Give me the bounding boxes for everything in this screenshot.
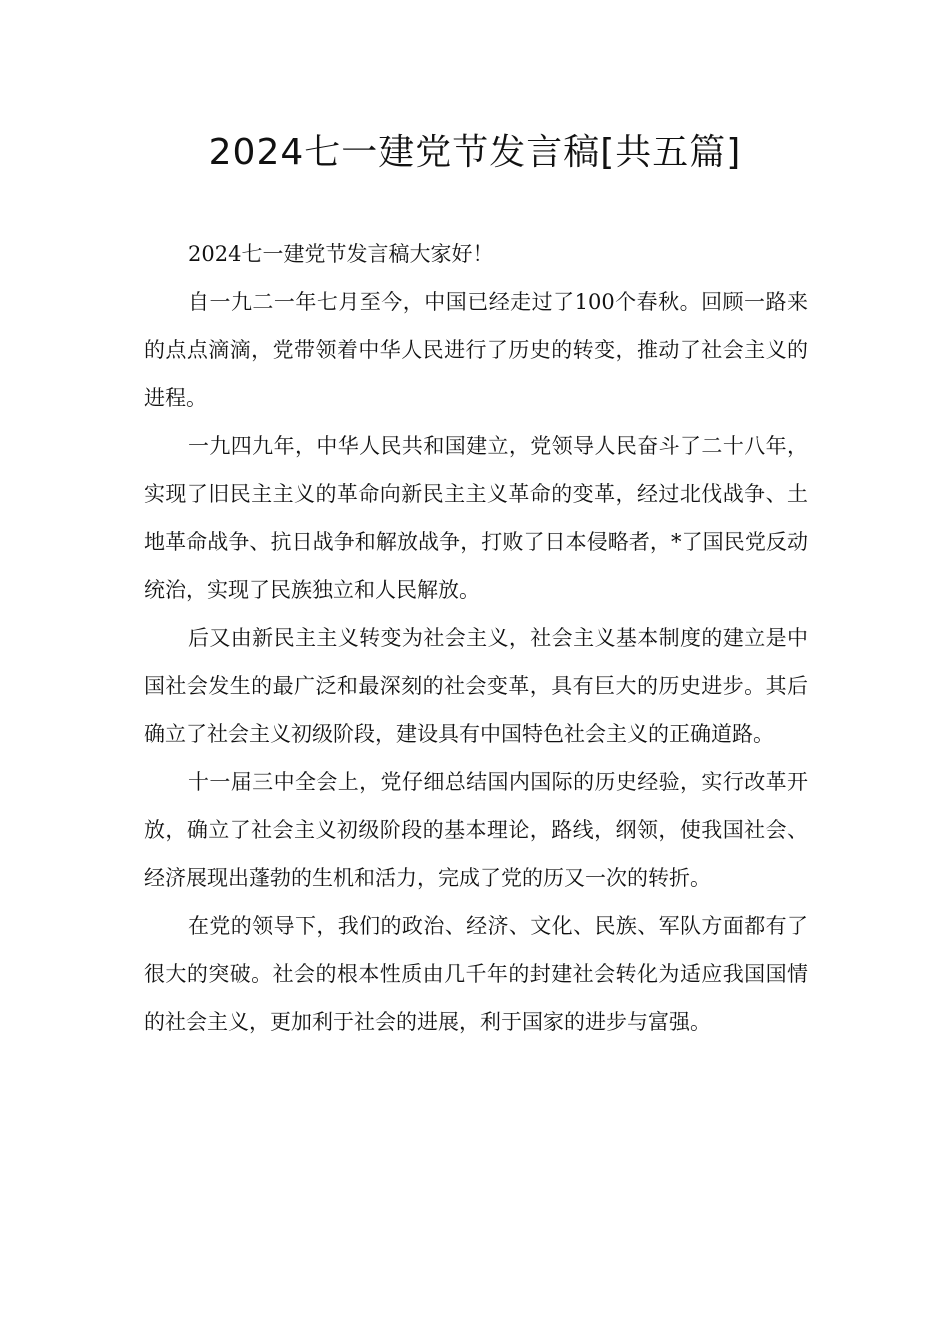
paragraph-2: 一九四九年，中华人民共和国建立，党领导人民奋斗了二十八年，实现了旧民主主义的革命向新民主主义革命的变革，经过北伐战争、土地革命战争、抗日战争和解放战争，打败了日本侵略者，*了国民党反动统治，实现了民族独立和人民解放。 <box>144 434 808 602</box>
paragraph-1: 自一九二一年七月至今，中国已经走过了100个春秋。回顾一路来的点点滴滴，党带领着中华人民进行了历史的转变，推动了社会主义的进程。 <box>144 290 808 410</box>
document-title: 2024七一建党节发言稿[共五篇] <box>208 132 742 173</box>
paragraph-4: 十一届三中全会上，党仔细总结国内国际的历史经验，实行改革开放，确立了社会主义初级阶段的基本理论，路线，纲领，使我国社会、经济展现出蓬勃的生机和活力，完成了党的历又一次的转折。 <box>144 770 808 890</box>
paragraph-greeting: 2024七一建党节发言稿大家好！ <box>188 242 494 266</box>
document-body <box>144 230 808 1046</box>
paragraph-5: 在党的领导下，我们的政治、经济、文化、民族、军队方面都有了很大的突破。社会的根本性质由几千年的封建社会转化为适应我国国情的社会主义，更加利于社会的进展，利于国家的进步与富强。 <box>144 914 808 1034</box>
paragraph-3: 后又由新民主主义转变为社会主义，社会主义基本制度的建立是中国社会发生的最广泛和最深刻的社会变革，具有巨大的历史进步。其后确立了社会主义初级阶段，建设具有中国特色社会主义的正确道路。 <box>144 626 808 746</box>
